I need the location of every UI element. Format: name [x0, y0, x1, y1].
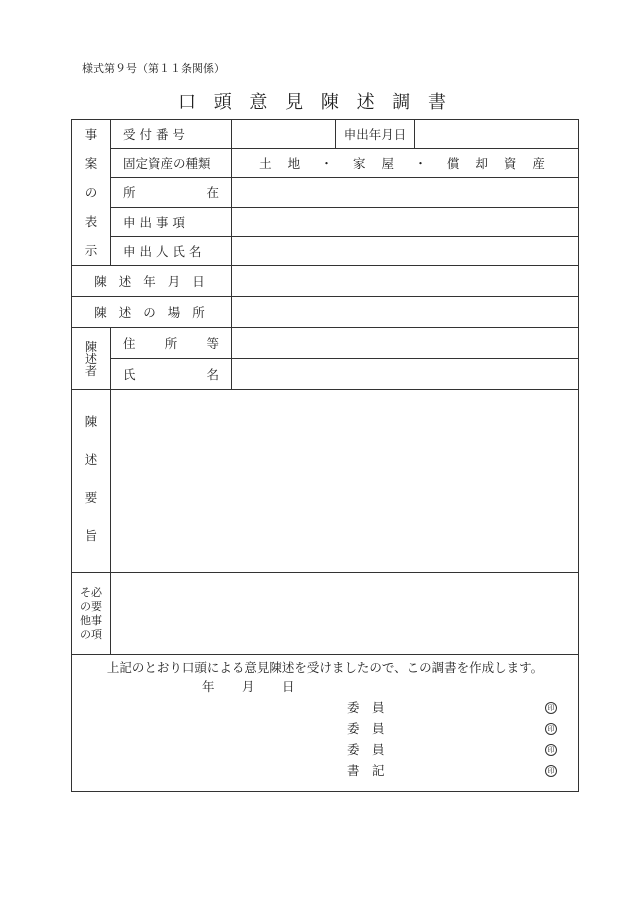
form-reference: 様式第９号（第１１条関係） — [82, 62, 225, 75]
asset-kind-land[interactable]: 土 地 — [259, 156, 307, 172]
document-title: 口 頭 意 見 陳 述 調 書 — [177, 92, 453, 113]
asset-kind-depreciable[interactable]: 償 却 資 産 — [446, 156, 551, 172]
certification-date[interactable]: 年 月 日 — [202, 679, 295, 694]
asset-kind-house[interactable]: 家 屋 — [353, 156, 400, 172]
statement-place-field[interactable] — [232, 297, 579, 328]
certification-block — [72, 655, 579, 792]
other-matters-field[interactable] — [111, 573, 579, 655]
signature-list — [347, 697, 557, 781]
certification-statement: 上記のとおり口頭による意見陳述を受けましたので、この調書を作成します。 — [106, 660, 544, 675]
asset-type-options[interactable]: 土 地 ・ 家 屋 ・ 償 却 資 産 — [232, 149, 579, 178]
statement-date-label: 陳 述 年 月 日 — [72, 266, 232, 297]
filing-date-field[interactable] — [415, 120, 579, 149]
location-field[interactable] — [232, 178, 579, 207]
signature-line[interactable]: 委 員 印 — [347, 739, 557, 760]
case-group-label: 事 案 の 表 示 — [72, 120, 111, 266]
applicant-label: 申 出 人 氏 名 — [111, 236, 232, 265]
name-label: 氏 名 — [111, 359, 232, 390]
signature-line[interactable]: 委 員 印 — [347, 697, 557, 718]
matter-label: 申 出 事 項 — [111, 207, 232, 236]
signature-line[interactable]: 委 員 印 — [347, 718, 557, 739]
seal-icon: 印 — [545, 702, 557, 714]
location-label: 所 在 — [111, 178, 232, 207]
other-matters-label: そ必 の要 他事 の項 — [72, 573, 111, 655]
seal-icon: 印 — [545, 744, 557, 756]
applicant-field[interactable] — [232, 236, 579, 265]
address-field[interactable] — [232, 328, 579, 359]
statement-date-field[interactable] — [232, 266, 579, 297]
stater-group-label: 陳 述 者 — [72, 328, 111, 390]
signature-line[interactable]: 書 記 印 — [347, 760, 557, 781]
summary-label: 陳 述 要 旨 — [72, 390, 111, 573]
receipt-no-label: 受 付 番 号 — [111, 120, 232, 149]
summary-field[interactable] — [111, 390, 579, 573]
seal-icon: 印 — [545, 765, 557, 777]
filing-date-label: 申出年月日 — [336, 120, 415, 149]
statement-place-label: 陳 述 の 場 所 — [72, 297, 232, 328]
name-field[interactable] — [232, 359, 579, 390]
asset-type-label: 固定資産の種類 — [111, 149, 232, 178]
matter-field[interactable] — [232, 207, 579, 236]
record-form — [71, 119, 579, 792]
seal-icon: 印 — [545, 723, 557, 735]
address-label: 住 所 等 — [111, 328, 232, 359]
receipt-no-field[interactable] — [232, 120, 336, 149]
